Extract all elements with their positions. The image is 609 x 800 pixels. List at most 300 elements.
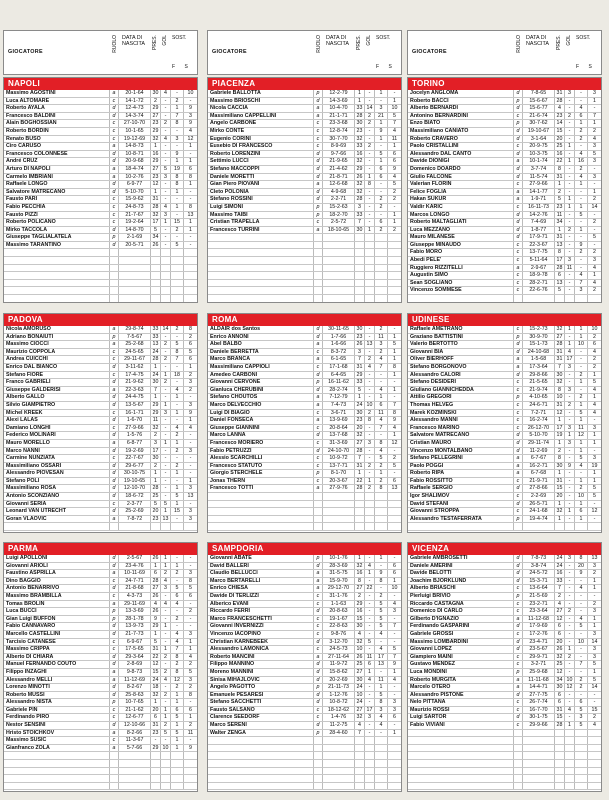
cell-pres: 1	[151, 631, 161, 638]
cell-s: -	[393, 90, 396, 96]
cell-f: 1	[575, 334, 588, 341]
cell-role	[110, 523, 119, 530]
cell-date: 14-4-71	[523, 684, 555, 691]
cell-date: 17-1-68	[323, 364, 355, 371]
cell-f: 1	[575, 516, 588, 523]
player-row	[408, 516, 601, 524]
cell-role: c	[514, 661, 523, 668]
cell-f: 5	[171, 730, 184, 737]
cell-date: 3-8-74	[523, 563, 555, 570]
player-row	[408, 631, 601, 639]
cell-date: 24-6-71	[523, 402, 555, 409]
cell-date: 24-8-73	[119, 204, 151, 211]
cell-name: Marco SERENI	[208, 722, 314, 729]
cell-pres: 30	[355, 410, 365, 417]
cell-gol: 1	[565, 508, 575, 515]
cell-name: Stefano PELLEGRINI	[408, 455, 514, 462]
cell-name: Fabio CANNAVARO	[4, 623, 110, 630]
cell-name	[208, 768, 314, 775]
cell-s	[388, 265, 401, 272]
cell-s: 5	[189, 585, 192, 592]
cell-gol	[565, 752, 575, 759]
cell-f: 8	[375, 578, 388, 585]
cell-pres: 10	[355, 692, 365, 699]
cell-gol: -	[365, 631, 375, 638]
cell-s	[388, 508, 401, 515]
cell-s: 1	[593, 394, 596, 401]
cell-f: 5	[575, 623, 588, 630]
cell-gol: -	[161, 151, 171, 158]
cell-role: c	[314, 714, 323, 721]
cell-name: Francesco COLONNESE	[4, 151, 110, 158]
cell-gol	[161, 523, 171, 530]
cell-gol	[365, 516, 375, 523]
player-row	[408, 272, 601, 280]
cell-role: d	[110, 463, 119, 470]
cell-name	[208, 287, 314, 294]
player-row	[4, 485, 197, 493]
cell-role: a	[314, 485, 323, 492]
cell-date: 7-2-71	[523, 410, 555, 417]
player-row	[4, 120, 197, 128]
cell-date: 2-9-67	[523, 265, 555, 272]
team-block-udinese	[407, 313, 602, 533]
cell-date: 18-2-70	[323, 212, 355, 219]
cell-pres: 24	[555, 555, 565, 562]
cell-pres	[151, 760, 161, 767]
cell-gol	[161, 752, 171, 759]
cell-date: 12-2-79	[323, 90, 355, 97]
cell-date: 1-5-68	[523, 356, 555, 363]
cell-name: Alessandro DAL CANTO	[408, 151, 514, 158]
cell-name: Angelo PAGOTTO	[208, 684, 314, 691]
header-data: DATA DI NASCITA	[326, 35, 349, 48]
cell-pres: 27	[151, 113, 161, 120]
player-row	[408, 730, 601, 738]
cell-f: 6	[171, 707, 184, 714]
cell-pres: 29	[151, 410, 161, 417]
cell-name: Luca MEZZANO	[408, 227, 514, 234]
cell-date	[323, 493, 355, 500]
cell-pres	[151, 752, 161, 759]
cell-role: d	[514, 174, 523, 181]
player-row	[208, 563, 401, 571]
cell-role: d	[110, 242, 119, 249]
cell-role: a	[110, 601, 119, 608]
cell-role: d	[110, 692, 119, 699]
cell-gol: 4	[365, 677, 375, 684]
cell-f: 1	[171, 470, 184, 477]
cell-pres: 26	[151, 555, 161, 562]
cell-f: -	[171, 516, 184, 523]
cell-gol: 2	[365, 143, 375, 150]
cell-pres: 12	[151, 181, 161, 188]
cell-role: a	[110, 387, 119, 394]
cell-role: a	[514, 196, 523, 203]
cell-gol: -	[161, 242, 171, 249]
cell-date: 6-9-77	[119, 181, 151, 188]
team-name: UDINESE	[408, 314, 601, 326]
cell-f: -	[171, 455, 184, 462]
cell-role: a	[110, 174, 119, 181]
cell-gol: 4	[161, 677, 171, 684]
player-row	[4, 166, 197, 174]
player-row	[4, 90, 197, 98]
cell-role: d	[110, 631, 119, 638]
cell-name: Alberto BERNARDI	[408, 105, 514, 112]
player-row	[408, 768, 601, 776]
cell-date: 11-12-68	[523, 616, 555, 623]
cell-gol: 11	[565, 265, 575, 272]
cell-date: 28-2-71	[523, 280, 555, 287]
player-row	[4, 425, 197, 433]
cell-f	[171, 272, 184, 279]
cell-pres: 4	[355, 722, 365, 729]
cell-s	[588, 760, 601, 767]
cell-f: 4	[171, 387, 184, 394]
cell-f: 8	[575, 555, 588, 562]
cell-s: 8	[189, 577, 192, 584]
cell-f: 2	[575, 128, 588, 135]
cell-role: d	[514, 714, 523, 721]
cell-role	[514, 745, 523, 752]
cell-f: 4	[375, 448, 388, 455]
player-row	[408, 379, 601, 387]
player-row	[4, 631, 197, 639]
cell-f: -	[575, 593, 588, 600]
cell-date: 24-5-72	[523, 570, 555, 577]
cell-f	[171, 280, 184, 287]
cell-name: Gabriele PIN	[4, 707, 110, 714]
cell-name: Giovanni STROPPA	[408, 508, 514, 515]
header-sost: SOST.	[376, 35, 391, 41]
cell-f: 12	[575, 432, 588, 439]
cell-date: 6-8-77	[119, 440, 151, 447]
cell-date: 3-12-70	[323, 639, 355, 646]
cell-s: 2	[593, 714, 596, 721]
cell-f: 6	[171, 593, 184, 600]
cell-f: -	[171, 90, 184, 97]
cell-gol: -	[565, 287, 575, 294]
player-row	[4, 578, 197, 586]
cell-name: Nelo PITTANA	[408, 699, 514, 706]
cell-name: Luca MONDINI	[408, 669, 514, 676]
cell-s: 3	[189, 379, 192, 386]
cell-name: Lorenzo MINOTTI	[4, 684, 110, 691]
player-row	[4, 783, 197, 791]
cell-role: c	[514, 508, 523, 515]
cell-role: c	[514, 287, 523, 294]
cell-pres: 22	[355, 478, 365, 485]
cell-pres: 33	[355, 379, 365, 386]
cell-name: Giovanni INVERNIZZI	[208, 623, 314, 630]
cell-role: p	[514, 334, 523, 341]
player-row	[208, 410, 401, 418]
cell-f: 10	[575, 341, 588, 348]
cell-s: 9	[189, 105, 192, 112]
cell-gol: 3	[565, 555, 575, 562]
cell-date	[119, 768, 151, 775]
cell-pres: 29	[355, 372, 365, 379]
team-block-parma	[3, 542, 198, 792]
cell-f: 5	[171, 493, 184, 500]
cell-gol: 5	[365, 639, 375, 646]
cell-f: 4	[575, 585, 588, 592]
cell-date	[523, 523, 555, 530]
player-row	[208, 219, 401, 227]
cell-role: d	[514, 105, 523, 112]
cell-date	[323, 242, 355, 249]
cell-pres: 28	[555, 265, 565, 272]
cell-f: -	[575, 349, 588, 356]
cell-pres: 4	[555, 105, 565, 112]
cell-pres: 1	[555, 470, 565, 477]
player-row	[408, 470, 601, 478]
cell-gol: 1	[565, 196, 575, 203]
cell-pres: 20	[555, 639, 565, 646]
cell-name: Alessandro CALORI	[408, 372, 514, 379]
cell-gol: 11	[365, 654, 375, 661]
cell-role	[110, 760, 119, 767]
cell-pres: 23	[355, 128, 365, 135]
cell-s: 3	[593, 608, 596, 615]
cell-f: -	[575, 692, 588, 699]
player-row	[408, 417, 601, 425]
player-row	[4, 646, 197, 654]
player-row	[208, 334, 401, 342]
cell-role: c	[110, 455, 119, 462]
cell-gol: 10	[565, 677, 575, 684]
cell-gol: -	[565, 516, 575, 523]
cell-s: 1	[593, 97, 596, 104]
cell-s: -	[593, 699, 596, 706]
cell-date: 27-9-66	[119, 425, 151, 432]
cell-s: -	[593, 241, 596, 248]
header-f-s: F S	[376, 64, 396, 70]
cell-pres: 1	[151, 143, 161, 150]
cell-role: d	[314, 151, 323, 158]
cell-gol: 2	[161, 341, 171, 348]
cell-s: -	[393, 447, 396, 454]
cell-name	[208, 752, 314, 759]
cell-pres: 32	[355, 432, 365, 439]
player-row	[4, 372, 197, 380]
cell-s	[388, 523, 401, 530]
cell-f	[171, 523, 184, 530]
cell-role: c	[110, 410, 119, 417]
cell-pres	[355, 295, 365, 302]
cell-s: -	[189, 196, 192, 203]
player-row	[408, 143, 601, 151]
player-row	[4, 707, 197, 715]
cell-role: c	[514, 417, 523, 424]
cell-s: 6	[393, 570, 396, 577]
cell-date: 8-1-70	[323, 470, 355, 477]
cell-date: 24-5-65	[119, 349, 151, 356]
cell-pres	[355, 257, 365, 264]
cell-name: Gianluca CHERUBINI	[208, 387, 314, 394]
player-row	[208, 677, 401, 685]
cell-role: c	[110, 136, 119, 143]
player-row	[4, 98, 197, 106]
cell-s: 5	[593, 493, 596, 500]
cell-name: Gian Piero PIOVANI	[208, 181, 314, 188]
cell-pres: 24	[355, 402, 365, 409]
cell-role: c	[110, 120, 119, 127]
cell-f: 5	[575, 455, 588, 462]
cell-pres: 7	[555, 364, 565, 371]
cell-name: Luigi SARTOR	[408, 714, 514, 721]
cell-role: p	[314, 555, 323, 562]
cell-role: a	[314, 181, 323, 188]
cell-pres	[151, 249, 161, 256]
cell-gol: -	[565, 669, 575, 676]
cell-pres: 26	[151, 242, 161, 249]
player-row	[208, 379, 401, 387]
cell-pres: 7	[555, 585, 565, 592]
cell-gol: 1	[161, 402, 171, 409]
cell-pres: 17	[555, 257, 565, 264]
cell-role	[110, 272, 119, 279]
cell-date: 12-10-66	[119, 722, 151, 729]
player-row	[4, 265, 197, 273]
cell-role: c	[514, 181, 523, 188]
cell-pres	[151, 768, 161, 775]
cell-role	[314, 234, 323, 241]
cell-name: Roberto AYALA	[4, 105, 110, 112]
player-row	[208, 752, 401, 760]
cell-date: 2-5-67	[119, 555, 151, 562]
cell-f: -	[171, 417, 184, 424]
cell-date: 23-3-64	[523, 608, 555, 615]
cell-gol: -	[365, 151, 375, 158]
cell-date: 7-12-79	[323, 394, 355, 401]
cell-s: 4	[593, 264, 596, 271]
player-row	[4, 174, 197, 182]
cell-date: 3-2-71	[523, 661, 555, 668]
cell-gol: -	[365, 128, 375, 135]
cell-role	[314, 287, 323, 294]
cell-pres: 17	[151, 219, 161, 226]
cell-date	[323, 295, 355, 302]
player-row	[208, 631, 401, 639]
cell-date: 21-1-62	[119, 707, 151, 714]
cell-pres: 29	[151, 623, 161, 630]
cell-date: 3-6-71	[323, 410, 355, 417]
cell-pres: 1	[355, 90, 365, 97]
player-row	[208, 249, 401, 257]
player-row	[408, 287, 601, 295]
cell-pres: 31	[555, 356, 565, 363]
player-row	[408, 745, 601, 753]
cell-s	[588, 768, 601, 775]
cell-name: Marco FRANCESCHETTI	[208, 616, 314, 623]
cell-s: 10	[591, 326, 598, 332]
cell-date: 18-12-62	[323, 707, 355, 714]
cell-date: 28-3-69	[323, 563, 355, 570]
cell-name	[408, 523, 514, 530]
cell-s: 3	[393, 699, 396, 706]
cell-name: ALDAIR dos Santos	[208, 326, 314, 333]
cell-f: 4	[575, 272, 588, 279]
cell-s: 8	[393, 363, 396, 370]
player-row	[208, 341, 401, 349]
player-row	[208, 669, 401, 677]
cell-f	[375, 242, 388, 249]
player-row	[408, 523, 601, 531]
cell-s	[388, 249, 401, 256]
cell-s: 1	[189, 714, 192, 721]
cell-gol: 1	[365, 669, 375, 676]
cell-s: 12	[391, 439, 398, 446]
cell-role: a	[110, 570, 119, 577]
cell-name: Alessandro NISTA	[4, 699, 110, 706]
cell-f: 7	[171, 356, 184, 363]
player-row	[4, 752, 197, 760]
cell-date: 15-1-73	[523, 341, 555, 348]
cell-s: -	[189, 241, 192, 248]
cell-gol: -	[565, 372, 575, 379]
player-row	[208, 364, 401, 372]
cell-date	[323, 508, 355, 515]
cell-pres: 1	[151, 699, 161, 706]
player-row	[208, 699, 401, 707]
cell-pres: 2	[151, 432, 161, 439]
player-row	[4, 699, 197, 707]
cell-pres: 23	[555, 204, 565, 211]
player-row	[208, 585, 401, 593]
cell-role	[314, 257, 323, 264]
cell-s: -	[393, 326, 396, 332]
cell-pres	[355, 760, 365, 767]
cell-gol: 2	[161, 570, 171, 577]
cell-role: d	[514, 485, 523, 492]
cell-role	[314, 249, 323, 256]
cell-name: Joachim BJORKLUND	[408, 578, 514, 585]
cell-pres: 26	[151, 593, 161, 600]
cell-f: 4	[375, 646, 388, 653]
cell-name	[4, 249, 110, 256]
player-row	[4, 249, 197, 257]
cell-role: c	[110, 425, 119, 432]
cell-gol: -	[565, 136, 575, 143]
cell-gol: -	[565, 181, 575, 188]
player-row	[408, 623, 601, 631]
player-row	[4, 585, 197, 593]
player-row	[208, 227, 401, 235]
player-row	[4, 593, 197, 601]
cell-f: 2	[171, 326, 184, 333]
cell-gol: -	[565, 242, 575, 249]
cell-date: 18-9-78	[523, 272, 555, 279]
cell-gol: -	[161, 639, 171, 646]
cell-s: 6	[189, 706, 192, 713]
cell-s: 1	[593, 272, 596, 279]
cell-role: c	[514, 585, 523, 592]
cell-s	[184, 752, 197, 759]
cell-date: 27-9-66	[523, 181, 555, 188]
cell-role: p	[514, 669, 523, 676]
player-row	[408, 234, 601, 242]
cell-s: 1	[593, 470, 596, 477]
column-header-middle	[207, 30, 402, 75]
cell-role: c	[110, 646, 119, 653]
cell-date	[323, 257, 355, 264]
cell-gol: 2	[365, 356, 375, 363]
cell-name: Giuseppe GALDERISI	[4, 387, 110, 394]
player-row	[408, 508, 601, 516]
cell-role: c	[314, 440, 323, 447]
